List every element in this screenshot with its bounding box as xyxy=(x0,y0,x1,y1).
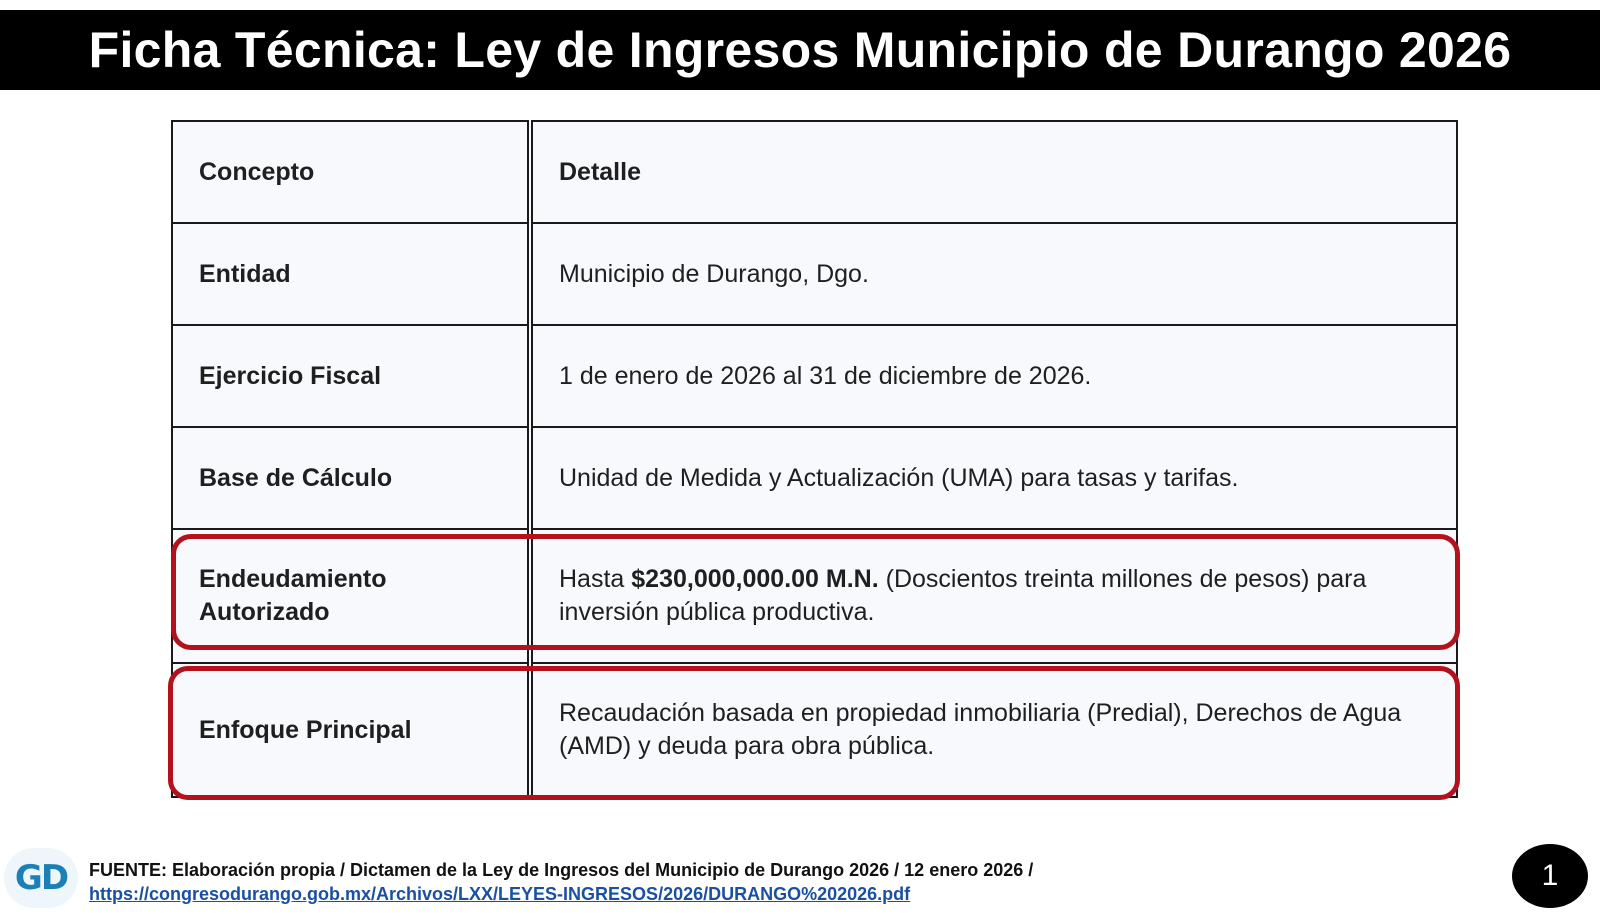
table-row-base-calculo xyxy=(172,427,1457,529)
source-link[interactable]: https://congresodurango.gob.mx/Archivos/LXX/LEYES-INGRESOS/2026/DURANGO%202026.pdf xyxy=(89,884,911,904)
concept-cell: Endeudamiento Autorizado xyxy=(172,529,530,663)
title-bar xyxy=(0,10,1600,90)
detail-suffix: (Doscientos treinta millones de pesos) para inversión pública productiva. xyxy=(559,565,1367,626)
table-row-enfoque xyxy=(172,663,1457,797)
logo-text: GD xyxy=(14,858,68,898)
concept-cell: Ejercicio Fiscal xyxy=(172,325,530,427)
concept-cell: Enfoque Principal xyxy=(172,663,530,797)
source-text: FUENTE: Elaboración propia / Dictamen de la Ley de Ingresos del Municipio de Durango 2026 / 12 enero 2026 / xyxy=(89,860,1034,880)
table-row-entidad xyxy=(172,223,1457,325)
detail-cell: 1 de enero de 2026 al 31 de diciembre de 2026. xyxy=(530,325,1457,427)
table-row-ejercicio-fiscal xyxy=(172,325,1457,427)
table-header-row xyxy=(172,121,1457,223)
concept-cell: Base de Cálculo xyxy=(172,427,530,529)
table-row-endeudamiento xyxy=(172,529,1457,663)
debt-amount: $230,000,000.00 M.N. xyxy=(631,565,879,593)
source-note xyxy=(89,858,1033,906)
header-concept: Concepto xyxy=(172,121,530,223)
detail-cell: Unidad de Medida y Actualización (UMA) para tasas y tarifas. xyxy=(530,427,1457,529)
page-title: Ficha Técnica: Ley de Ingresos Municipio de Durango 2026 xyxy=(88,22,1512,78)
gd-logo xyxy=(4,848,78,908)
page-number-badge: 1 xyxy=(1512,844,1588,908)
header-detail: Detalle xyxy=(530,121,1457,223)
detail-prefix: Hasta xyxy=(559,565,632,593)
detail-cell: Municipio de Durango, Dgo. xyxy=(530,223,1457,325)
detail-cell: Recaudación basada en propiedad inmobiliaria (Predial), Derechos de Agua (AMD) y deuda para obra pública. xyxy=(530,663,1457,797)
ficha-table xyxy=(171,120,1458,798)
concept-cell: Entidad xyxy=(172,223,530,325)
ficha-table-container xyxy=(171,120,1458,798)
detail-cell xyxy=(530,529,1457,663)
